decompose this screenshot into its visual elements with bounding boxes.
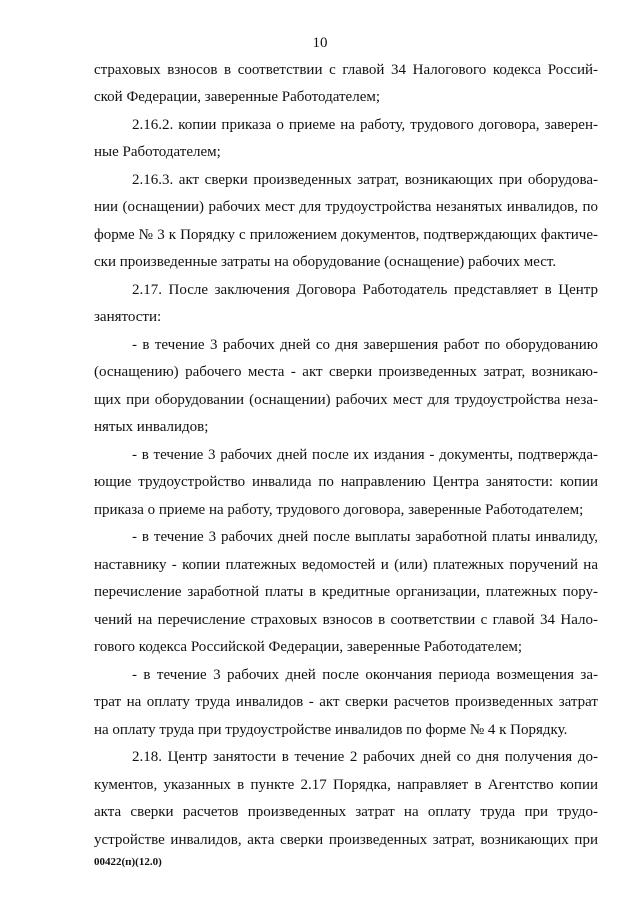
paragraph-line: - в течение 3 рабочих дней со дня завершения работ по оборудованию xyxy=(132,337,598,353)
paragraph-line: ющие трудоустройство инвалида по направлению Центра занятости: копии xyxy=(94,474,598,490)
paragraph-line: перечисление заработной платы в кредитные организации, платежных пору- xyxy=(94,584,598,600)
page-number: 10 xyxy=(312,35,328,51)
paragraph-line: наставнику - копии платежных ведомостей и (или) платежных поручений на xyxy=(94,557,598,573)
document-code: 00422(п)(12.0) xyxy=(94,856,162,868)
paragraph-line: занятости: xyxy=(94,309,162,325)
paragraph-line: чений на перечисление страховых взносов в соответствии с главой 34 Нало- xyxy=(94,612,598,628)
paragraph-line: 2.16.3. акт сверки произведенных затрат, возникающих при оборудова- xyxy=(132,172,598,188)
paragraph-line: ски произведенные затраты на оборудование (оснащение) рабочих мест. xyxy=(94,254,557,270)
paragraph-line: - в течение 3 рабочих дней после окончания периода возмещения за- xyxy=(132,667,598,683)
paragraph-line: 2.17. После заключения Договора Работодатель представляет в Центр xyxy=(132,282,598,298)
paragraph-line: 2.16.2. копии приказа о приеме на работу, трудового договора, заверен- xyxy=(132,117,598,133)
paragraph-line: на оплату труда при трудоустройстве инвалидов по форме № 4 к Порядку. xyxy=(94,722,568,738)
paragraph-line: нятых инвалидов; xyxy=(94,419,209,435)
paragraph-line: страховых взносов в соответствии с главой 34 Налогового кодекса Россий- xyxy=(94,62,598,78)
paragraph-line: кументов, указанных в пункте 2.17 Порядка, направляет в Агентство копии xyxy=(94,777,598,793)
paragraph-line: ные Работодателем; xyxy=(94,144,221,160)
paragraph-line: ской Федерации, заверенные Работодателем; xyxy=(94,89,381,105)
paragraph-line: нии (оснащении) рабочих мест для трудоустройства незанятых инвалидов, по xyxy=(94,199,598,215)
paragraph-line: форме № 3 к Порядку с приложением документов, подтверждающих фактиче- xyxy=(94,227,598,243)
paragraph-line: акта сверки расчетов произведенных затрат на оплату труда при трудо- xyxy=(94,804,598,820)
paragraph-line: устройстве инвалидов, акта сверки произведенных затрат, возникающих при xyxy=(94,832,598,848)
paragraph-line: гового кодекса Российской Федерации, заверенные Работодателем; xyxy=(94,639,523,655)
paragraph-line: 2.18. Центр занятости в течение 2 рабочих дней со дня получения до- xyxy=(132,749,598,765)
paragraph-line: приказа о приеме на работу, трудового договора, заверенные Работодателем; xyxy=(94,502,584,518)
paragraph-line: - в течение 3 рабочих дней после выплаты заработной платы инвалиду, xyxy=(132,529,598,545)
paragraph-line: трат на оплату труда инвалидов - акт сверки расчетов произведенных затрат xyxy=(94,694,598,710)
paragraph-line: щих при оборудовании (оснащении) рабочих мест для трудоустройства неза- xyxy=(94,392,598,408)
paragraph-line: - в течение 3 рабочих дней после их издания - документы, подтвержда- xyxy=(132,447,598,463)
paragraph-line: (оснащению) рабочего места - акт сверки произведенных затрат, возникаю- xyxy=(94,364,598,380)
